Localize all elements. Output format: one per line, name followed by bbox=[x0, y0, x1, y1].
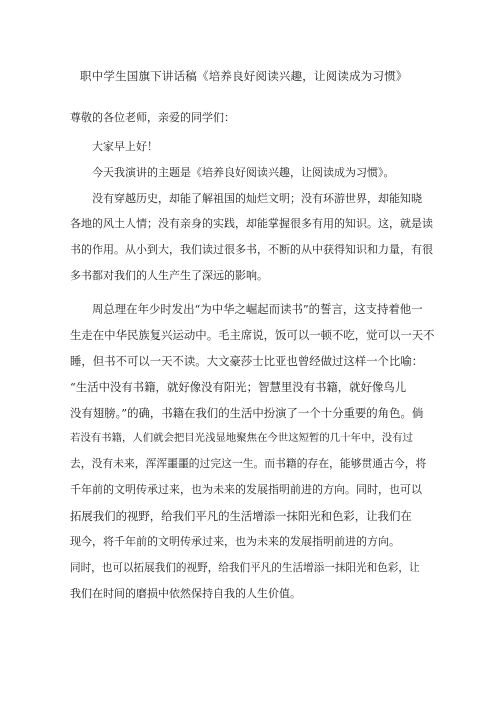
body-line: 没有穿越历史，却能了解祖国的灿烂文明；没有环游世界，却能知晓 bbox=[92, 192, 422, 205]
body-line: 千年前的文明传承过来，也为未来的发展指明前进的方向。同时，也可以 bbox=[70, 483, 422, 496]
document-title: 职中学生国旗下讲话稿《培养良好阅读兴趣，让阅读成为习惯》 bbox=[80, 69, 408, 83]
body-line: 书的作用。从小到大，我们读过很多书，不断的从中获得知识和力量，有很 bbox=[70, 243, 433, 256]
greeting-line: 尊敬的各位老师，亲爱的同学们： bbox=[70, 111, 235, 124]
body-line: 我们在时间的磨损中依然保持自我的人生价值。 bbox=[70, 587, 301, 600]
body-line: 各地的风土人情；没有亲身的实践，却能掌握很多有用的知识。这，就是读 bbox=[70, 217, 433, 230]
hello-line: 大家早上好！ bbox=[92, 140, 158, 153]
body-line: 去，没有未来，浑浑噩噩的过完这一生。而书籍的存在，能够贯通古今，将 bbox=[70, 457, 427, 470]
body-line: 生走在中华民族复兴运动中。毛主席说，饭可以一顿不吃，觉可以一天不 bbox=[70, 328, 435, 342]
body-line: 今天我演讲的主题是《培养良好阅读兴趣，让阅读成为习惯》。 bbox=[92, 166, 395, 179]
body-line: 睡，但书不可以一天不读。大文豪莎士比亚也曾经做过这样一个比喻： bbox=[70, 354, 424, 368]
body-line: 现今，将千年前的文明传承过来，也为未来的发展指明前进的方向。 bbox=[70, 535, 400, 548]
body-line: 周总理在年少时发出“为中华之崛起而读书”的誓言，这支持着他一 bbox=[92, 302, 423, 316]
body-line: “生活中没有书籍，就好像没有阳光；智慧里没有书籍，就好像鸟儿 bbox=[70, 380, 407, 394]
body-line: 同时，也可以拓展我们的视野，给我们平凡的生活增添一抹阳光和色彩，让 bbox=[70, 562, 420, 574]
body-line: 多书都对我们的人生产生了深远的影响。 bbox=[70, 269, 268, 282]
body-line: 没有翅膀。”的确，书籍在我们的生活中扮演了一个十分重要的角色。倘 bbox=[70, 406, 424, 420]
body-line: 若没有书籍，人们就会把目光浅显地聚焦在今世这短暂的几十年中，没有过 bbox=[70, 432, 413, 444]
body-line: 拓展我们的视野，给我们平凡的生活增添一抹阳光和色彩，让我们在 bbox=[70, 509, 412, 523]
